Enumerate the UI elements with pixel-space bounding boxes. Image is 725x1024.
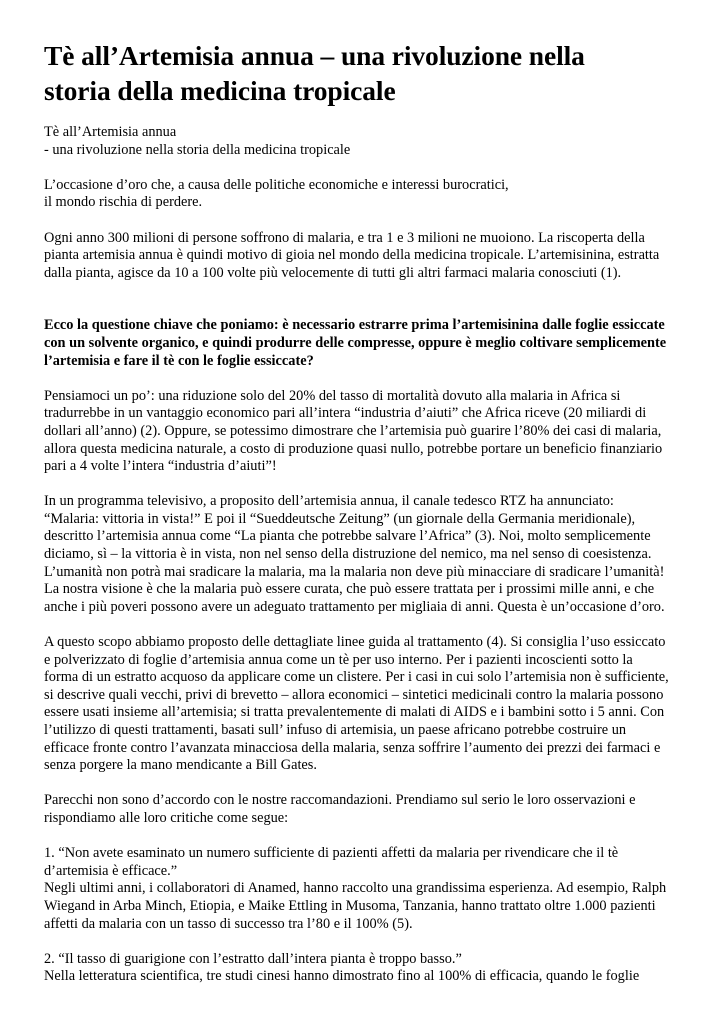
text-line: descritto l’artemisia annua come “La pianta che potrebbe salvare l’Africa” (3). Noi, molto semplicemente bbox=[44, 528, 651, 545]
title-line: Tè all’Artemisia annua – una rivoluzione nella bbox=[44, 40, 585, 71]
title-line: storia della medicina tropicale bbox=[44, 75, 396, 106]
text-line: Ecco la questione chiave che poniamo: è necessario estrarre prima l’artemisinina dalle foglie essiccate bbox=[44, 317, 665, 334]
text-line: A questo scopo abbiamo proposto delle dettagliate linee guida al trattamento (4). Si consiglia l’uso essiccato bbox=[44, 634, 666, 651]
paragraph-criticism-intro bbox=[44, 792, 689, 827]
paragraph-treatment-guidelines bbox=[44, 634, 689, 775]
text-line: 1. “Non avete esaminato un numero sufficiente di pazienti affetti da malaria per rivendicare che il tè bbox=[44, 845, 619, 862]
text-line: dollari all’anno) (2). Oppure, se potessimo dimostrare che l’artemisia può guarire l’80% dei casi di malaria, bbox=[44, 422, 662, 439]
text-line: “Malaria: vittoria in vista!” E poi il “Sueddeutsche Zeitung” (un giornale della Germania meridionale), bbox=[44, 510, 636, 527]
text-line: efficace fronte contro l’avanzata minacciosa della malaria, senza soffrire l’aumento dei prezzi dei farmaci e bbox=[44, 739, 661, 756]
subtitle-paragraph bbox=[44, 124, 689, 159]
text-line: affetti da malaria con un tasso di successo tra l’80 e il 100% (5). bbox=[44, 915, 413, 932]
list-item-criticism-2 bbox=[44, 951, 689, 986]
text-line: Negli ultimi anni, i collaboratori di Anamed, hanno raccolto una grandissima esperienza. Ad esempio, Ralph bbox=[44, 880, 667, 897]
text-line: l’utilizzo di questi trattamenti, basati sull’ infuso di artemisia, un paese africano potrebbe costruire un bbox=[44, 722, 627, 738]
text-line: forma di un estratto acquoso da applicare come un clistere. Per i casi in cui solo l’artemisia non è sufficiente, bbox=[44, 669, 669, 686]
text-line: Ogni anno 300 milioni di persone soffrono di malaria, e tra 1 e 3 milioni ne muoiono. La riscoperta della bbox=[44, 229, 645, 246]
list-item-criticism-1 bbox=[44, 845, 689, 933]
text-line: La nostra visione è che la malaria può essere curata, che può essere trattata per i prossimi mille anni, e che bbox=[44, 581, 655, 598]
text-line: In un programma televisivo, a proposito dell’artemisia annua, il canale tedesco RTZ ha annunciato: bbox=[44, 493, 614, 510]
text-line: allora questa medicina naturale, a costo di produzione quasi nullo, potrebbe portare un beneficio finanziario bbox=[44, 440, 663, 457]
text-line: pianta artemisia annua è quindi motivo di gioia nel mondo della medicina tropicale. L’artemisinina, estratta bbox=[44, 247, 660, 264]
document-title bbox=[44, 38, 689, 108]
key-question-paragraph bbox=[44, 317, 689, 370]
text-line: e polverizzato di foglie d’artemisia annua come un tè per uso interno. Per i pazienti incoscienti sotto la bbox=[44, 651, 633, 668]
document-page bbox=[44, 38, 689, 986]
text-line: L’umanità non potrà mai sradicare la malaria, ma la malaria non deve più minacciare di sradicare l’umanità! bbox=[44, 563, 665, 580]
text-line: Parecchi non sono d’accordo con le nostre raccomandazioni. Prendiamo sul serio le loro osservazioni e bbox=[44, 792, 636, 809]
paragraph-malaria-stats bbox=[44, 230, 689, 283]
document-body bbox=[44, 124, 689, 986]
text-line: L’occasione d’oro che, a causa delle politiche economiche e interessi burocratici, bbox=[44, 176, 509, 193]
text-line: 2. “Il tasso di guarigione con l’estratto dall’intera pianta è troppo basso.” bbox=[44, 950, 462, 967]
text-line: si descrive quali vecchi, privi di brevetto – allora economici – sintetici medicinali contro la malaria possono bbox=[44, 686, 664, 703]
text-line: anche i più poveri possono avere un adeguato trattamento per migliaia di anni. Questa è un’occasione d’oro. bbox=[44, 598, 665, 615]
intro-paragraph bbox=[44, 177, 689, 212]
text-line: dalla pianta, agisce da 10 a 100 volte più velocemente di tutti gli altri farmaci malaria conosciuti (1). bbox=[44, 264, 622, 281]
text-line: tradurrebbe in un vantaggio economico pari all’intera “industria d’aiuti” che Africa riceve (20 miliardi di bbox=[44, 405, 647, 422]
text-line: d’artemisia è efficace.” bbox=[44, 862, 178, 879]
text-line: Nella letteratura scientifica, tre studi cinesi hanno dimostrato fino al 100% di efficacia, quando le foglie bbox=[44, 968, 640, 985]
text-line: diciamo, sì – la vittoria è in vista, non nel senso della distruzione del nemico, ma nel senso di coesistenza. bbox=[44, 546, 652, 563]
text-line: senza porgere la mano mendicante a Bill Gates. bbox=[44, 757, 317, 774]
text-line: pari a 4 volte l’intera “industria d’aiuti”! bbox=[44, 458, 277, 475]
text-line: con un solvente organico, e quindi produrre delle compresse, oppure è meglio coltivare semplicemente bbox=[44, 334, 667, 351]
text-line: - una rivoluzione nella storia della medicina tropicale bbox=[44, 141, 351, 158]
text-line: Wiegand in Arba Minch, Etiopia, e Maike Ettling in Musoma, Tanzania, hanno trattato oltre 1.000 pazienti bbox=[44, 897, 656, 914]
text-line: essere usati insieme all’artemisia; si tratta prevalentemente di malati di AIDS e i bambini sotto i 5 anni. Con bbox=[44, 704, 665, 721]
text-line: Tè all’Artemisia annua bbox=[44, 124, 177, 140]
paragraph-economic-benefit bbox=[44, 388, 689, 476]
text-line: l’artemisia e fare il tè con le foglie essiccate? bbox=[44, 352, 314, 369]
paragraph-tv-program bbox=[44, 493, 689, 616]
text-line: rispondiamo alle loro critiche come segue: bbox=[44, 809, 289, 826]
text-line: Pensiamoci un po’: una riduzione solo del 20% del tasso di mortalità dovuto alla malaria in Africa si bbox=[44, 387, 621, 404]
text-line: il mondo rischia di perdere. bbox=[44, 194, 203, 211]
